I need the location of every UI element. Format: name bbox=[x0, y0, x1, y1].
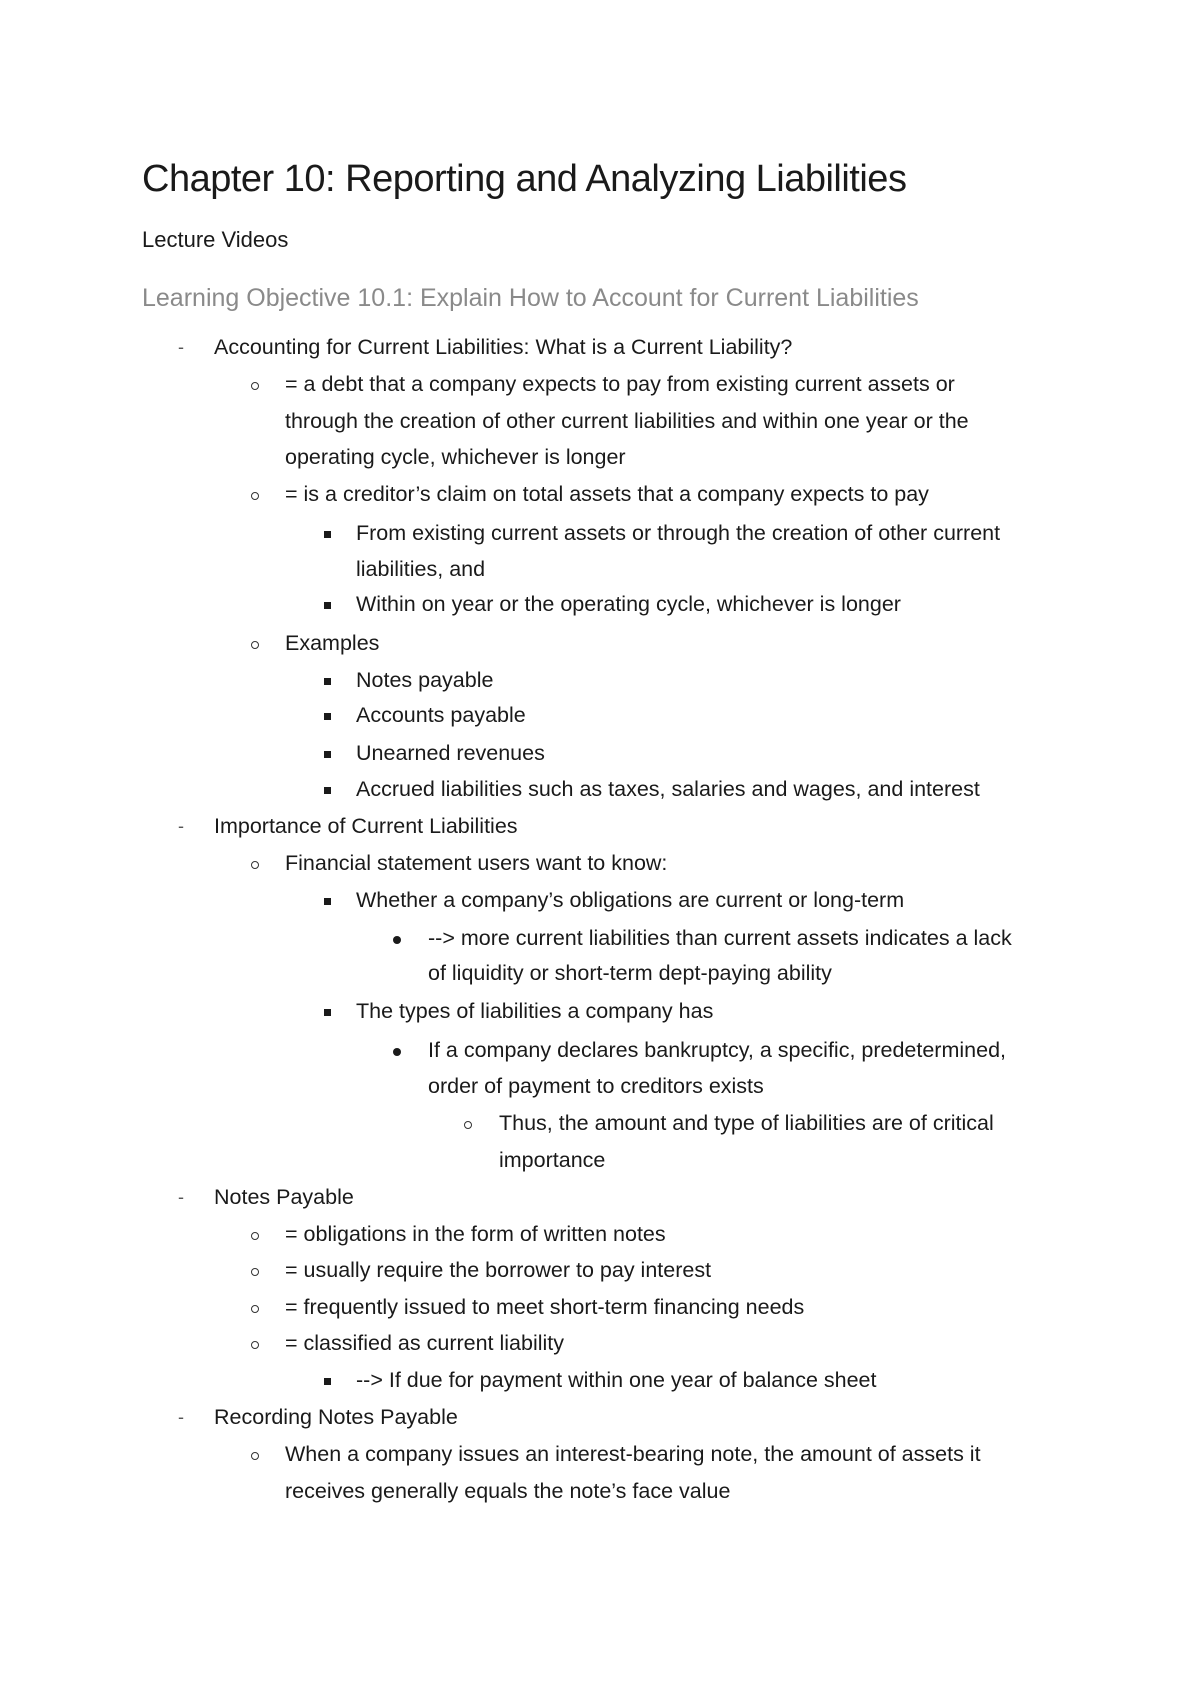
list-item-level1: Recording Notes Payable bbox=[214, 1405, 458, 1429]
document-title: Chapter 10: Reporting and Analyzing Liabilities bbox=[142, 158, 907, 200]
square-bullet-icon bbox=[324, 713, 331, 720]
list-item-level5-continued: importance bbox=[499, 1148, 606, 1172]
list-item-level4: If a company declares bankruptcy, a specific, predetermined, bbox=[428, 1038, 1007, 1062]
list-item-level3: Whether a company’s obligations are current or long-term bbox=[356, 888, 905, 912]
list-item-level2: = a debt that a company expects to pay from existing current assets or bbox=[285, 372, 955, 396]
circle-bullet-icon bbox=[251, 1232, 259, 1240]
list-item-level2: = is a creditor’s claim on total assets that a company expects to pay bbox=[285, 482, 929, 506]
square-bullet-icon bbox=[324, 1378, 331, 1385]
square-bullet-icon bbox=[324, 1009, 331, 1016]
learning-objective-heading: Learning Objective 10.1: Explain How to Account for Current Liabilities bbox=[142, 284, 919, 312]
square-bullet-icon bbox=[324, 602, 331, 609]
circle-bullet-icon bbox=[251, 382, 259, 390]
circle-bullet-icon bbox=[251, 1341, 259, 1349]
list-item-level3: Within on year or the operating cycle, whichever is longer bbox=[356, 592, 901, 616]
list-item-level3: Notes payable bbox=[356, 668, 494, 692]
list-item-level2-continued: through the creation of other current liabilities and within one year or the bbox=[285, 409, 969, 433]
circle-bullet-icon bbox=[251, 861, 259, 869]
list-item-level5: Thus, the amount and type of liabilities are of critical bbox=[499, 1111, 994, 1135]
dash-bullet-icon: - bbox=[178, 337, 184, 357]
list-item-level2: Examples bbox=[285, 631, 380, 655]
list-item-level1: Accounting for Current Liabilities: What is a Current Liability? bbox=[214, 335, 793, 359]
dash-bullet-icon: - bbox=[178, 1187, 184, 1207]
list-item-level3: From existing current assets or through the creation of other current bbox=[356, 521, 1001, 545]
circle-bullet-icon bbox=[464, 1121, 472, 1129]
dash-bullet-icon: - bbox=[178, 1407, 184, 1427]
list-item-level2: Financial statement users want to know: bbox=[285, 851, 668, 875]
square-bullet-icon bbox=[324, 531, 331, 538]
list-item-level3: Accrued liabilities such as taxes, salaries and wages, and interest bbox=[356, 777, 980, 801]
list-item-level1: Importance of Current Liabilities bbox=[214, 814, 518, 838]
list-item-level3: Unearned revenues bbox=[356, 741, 545, 765]
lecture-videos-label: Lecture Videos bbox=[142, 227, 289, 252]
dash-bullet-icon: - bbox=[178, 816, 184, 836]
circle-bullet-icon bbox=[251, 492, 259, 500]
square-bullet-icon bbox=[324, 678, 331, 685]
list-item-level2: = frequently issued to meet short-term financing needs bbox=[285, 1295, 805, 1319]
list-item-level1: Notes Payable bbox=[214, 1185, 354, 1209]
list-item-level3: The types of liabilities a company has bbox=[356, 999, 714, 1023]
circle-bullet-icon bbox=[251, 1268, 259, 1276]
list-item-level4-continued: order of payment to creditors exists bbox=[428, 1074, 764, 1098]
list-item-level2-continued: operating cycle, whichever is longer bbox=[285, 445, 626, 469]
square-bullet-icon bbox=[324, 787, 331, 794]
circle-bullet-icon bbox=[251, 1452, 259, 1460]
list-item-level4: --> more current liabilities than current assets indicates a lack bbox=[428, 926, 1012, 950]
dot-bullet-icon bbox=[393, 1048, 401, 1056]
list-item-level2: = obligations in the form of written notes bbox=[285, 1222, 666, 1246]
square-bullet-icon bbox=[324, 751, 331, 758]
list-item-level2-continued: receives generally equals the note’s face value bbox=[285, 1479, 731, 1503]
circle-bullet-icon bbox=[251, 1305, 259, 1313]
list-item-level2: = classified as current liability bbox=[285, 1331, 565, 1355]
list-item-level2: = usually require the borrower to pay interest bbox=[285, 1258, 712, 1282]
list-item-level3: --> If due for payment within one year of balance sheet bbox=[356, 1368, 877, 1392]
dot-bullet-icon bbox=[393, 936, 401, 944]
square-bullet-icon bbox=[324, 898, 331, 905]
list-item-level3-continued: liabilities, and bbox=[356, 557, 486, 581]
list-item-level2: When a company issues an interest-bearing note, the amount of assets it bbox=[285, 1442, 981, 1466]
list-item-level3: Accounts payable bbox=[356, 703, 526, 727]
list-item-level4-continued: of liquidity or short-term dept-paying ability bbox=[428, 961, 832, 985]
circle-bullet-icon bbox=[251, 641, 259, 649]
